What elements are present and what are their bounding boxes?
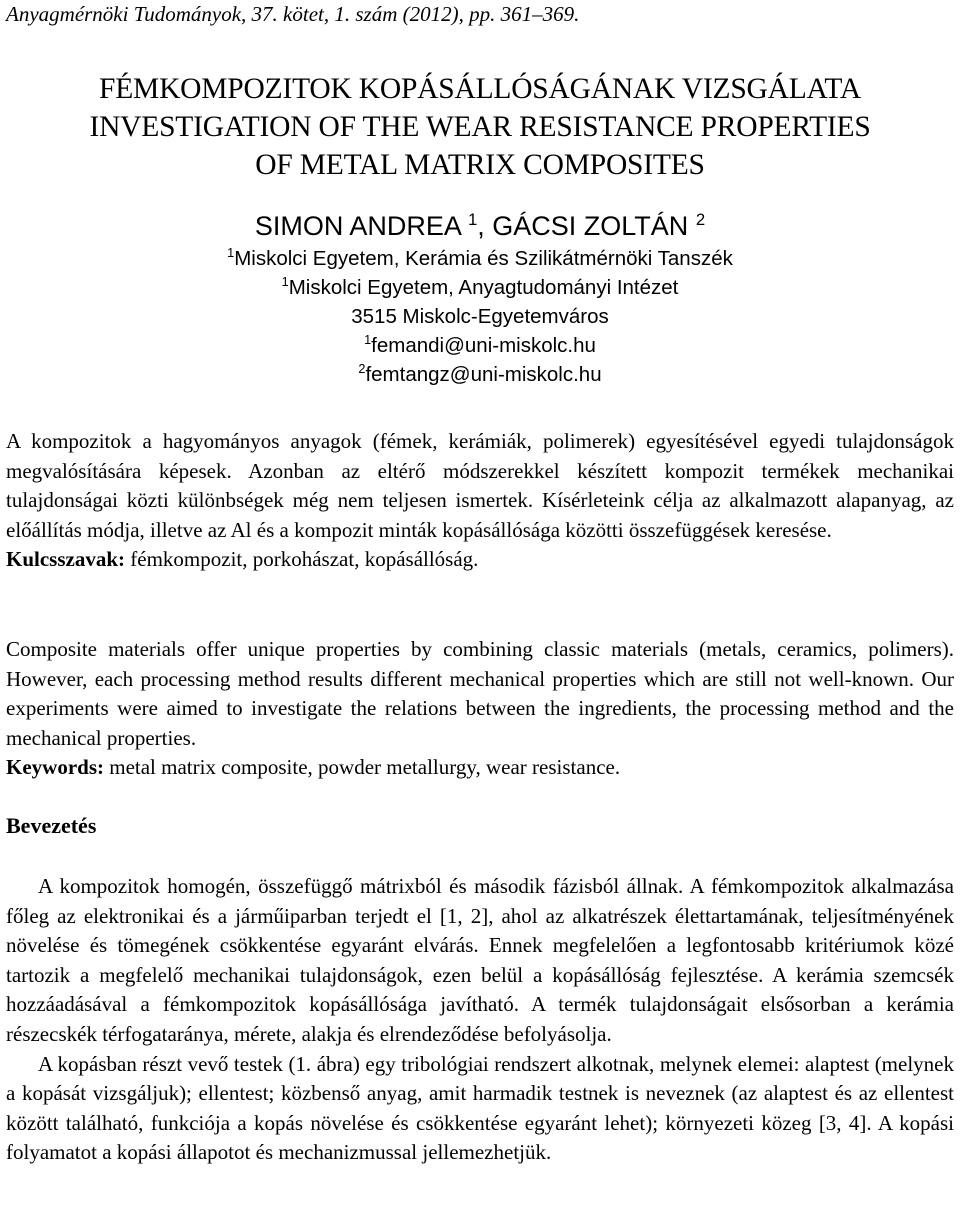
- body-paragraph-1: A kompozitok homogén, összefüggő mátrixból és második fázisból állnak. A fémkompozitok alkalmazása főleg az elektronikai és a járműiparban terjedt el [1, 2], ahol az alkatrészek élettartamának, teljesítményének növelése és tömegének csökkentése egyaránt elvárás. Ennek megfelelően a legfontosabb kritériumok közé tartozik a megfelelő mechanikai tulajdonságok, ezen belül a kopásállóság fejlesztése. A kerámia szemcsék hozzáadásával a fémkompozitok kopásállósága javítható. A termék tulajdonságait elsősorban a kerámia részecskék térfogataránya, mérete, alakja és elrendeződése befolyásolja.: [6, 874, 954, 1046]
- affiliation-2: [0, 273, 960, 302]
- title-english-line-1: INVESTIGATION OF THE WEAR RESISTANCE PROPERTIES: [89, 111, 871, 143]
- affiliation-1: [0, 244, 960, 273]
- affiliation-2-text: Miskolci Egyetem, Anyagtudományi Intézet: [288, 276, 679, 299]
- affiliation-1-mark: 1: [227, 245, 235, 261]
- body-paragraph-2: A kopásban részt vevő testek (1. ábra) egy tribológiai rendszert alkotnak, melynek elemei: alaptest (melynek a kopását vizsgáljuk); ellentest; közbenső anyag, amit harmadik testnek is neveznek (az alaptest és az ellentest között található, funkciója a kopás növelése és csökkentése egyaránt lehet); környezeti közeg [3, 4]. A kopási folyamatot a kopási állapotot és mechanizmussal jellemezhetjük.: [6, 1051, 954, 1165]
- postal-address: [0, 302, 960, 331]
- affiliation-2-mark: 1: [281, 274, 289, 290]
- author-2-affiliation-mark: 2: [695, 209, 706, 229]
- author-list: [0, 208, 960, 244]
- author-2-name: GÁCSI ZOLTÁN: [492, 211, 689, 241]
- affiliation-1-text: Miskolci Egyetem, Kerámia és Szilikátmérnöki Tanszék: [234, 247, 733, 270]
- keywords-hungarian: [6, 545, 954, 575]
- keywords-english: [6, 753, 954, 783]
- email-author-2: [0, 360, 960, 389]
- author-1-affiliation-mark: 1: [467, 209, 478, 229]
- email-author-1: [0, 331, 960, 360]
- author-block: [0, 208, 960, 389]
- keywords-hungarian-label: Kulcsszavak:: [6, 547, 126, 572]
- section-heading: Bevezetés: [6, 813, 97, 838]
- postal-address-text: 3515 Miskolc-Egyetemváros: [351, 305, 609, 328]
- author-separator: ,: [477, 211, 493, 241]
- abstract-hungarian-text: A kompozitok a hagyományos anyagok (fémek, kerámiák, polimerek) egyesítésével egyedi tulajdonságok megvalósítására képesek. Azonban az eltérő módszerekkel készített kompozit termékek mechanikai tulajdonságai közti különbségek még nem teljesen ismertek. Kísérleteink célja az alkalmazott alapanyag, az előállítás módja, illetve az Al és a kompozit minták kopásállósága közötti összefüggések keresése.: [6, 429, 954, 542]
- journal-running-header: Anyagmérnöki Tudományok, 37. kötet, 1. szám (2012), pp. 361–369.: [6, 2, 580, 26]
- title-english-line-2: OF METAL MATRIX COMPOSITES: [255, 149, 705, 181]
- keywords-hungarian-list: fémkompozit, porkohászat, kopásállóság.: [125, 547, 479, 572]
- keywords-english-list: metal matrix composite, powder metallurgy, wear resistance.: [104, 755, 621, 780]
- email-2-mark: 2: [358, 361, 366, 377]
- email-1-text: femandi@uni-miskolc.hu: [371, 334, 596, 357]
- email-1-mark: 1: [364, 332, 372, 348]
- title-block: [0, 70, 960, 184]
- title-hungarian: FÉMKOMPOZITOK KOPÁSÁLLÓSÁGÁNAK VIZSGÁLATA: [99, 73, 861, 105]
- abstract-hungarian: [6, 427, 954, 575]
- abstract-english: [6, 635, 954, 783]
- section-body: [6, 872, 954, 1168]
- abstract-english-text: Composite materials offer unique properties by combining classic materials (metals, ceramics, polimers). However, each processing method results different mechanical properties which are still not well-known. Our experiments were aimed to investigate the relations between the ingredients, the processing method and the mechanical properties.: [6, 637, 954, 750]
- email-2-text: femtangz@uni-miskolc.hu: [365, 363, 602, 386]
- keywords-english-label: Keywords:: [6, 755, 104, 780]
- author-1-name: SIMON ANDREA: [254, 211, 461, 241]
